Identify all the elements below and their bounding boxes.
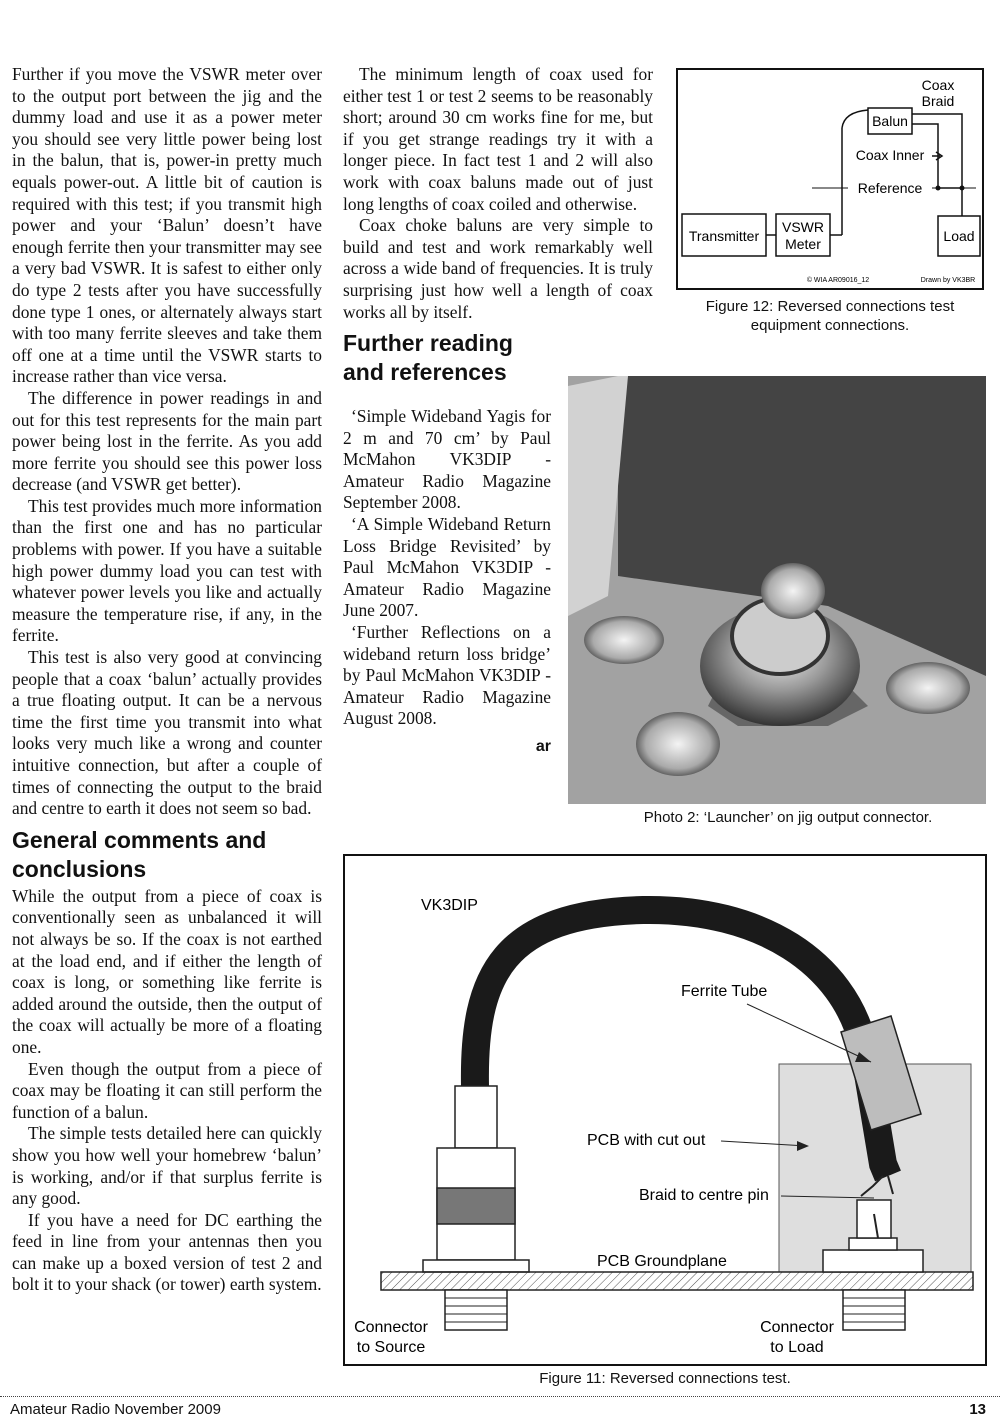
load-connector-label: Connector bbox=[760, 1319, 834, 1336]
paragraph: While the output from a piece of coax is conventionally seen as unbalanced it will not always be so. If the coax is not earthed at the load end, and if either the length of coax is long, or something like ferrite is added around the outside, then the output of the coax will actually be more of a floating one. bbox=[12, 885, 322, 1057]
reference-item: ‘A Simple Wideband Return Loss Bridge Revisited’ by Paul McMahon VK3DIP - Amateur Radio Magazine June 2007. bbox=[343, 513, 551, 621]
publication-footer: Amateur Radio November 2009 bbox=[10, 1401, 221, 1418]
balun-label: Balun bbox=[872, 113, 908, 129]
column-middle bbox=[343, 64, 653, 389]
section-heading: General comments and conclusions bbox=[12, 826, 267, 882]
figure-11-diagram bbox=[343, 854, 987, 1366]
transmitter-label: Transmitter bbox=[688, 228, 760, 244]
photo-2-caption: Photo 2: ‘Launcher’ on jig output connector. bbox=[643, 809, 933, 826]
ferrite-label: Ferrite Tube bbox=[681, 983, 768, 1000]
photo-2-image bbox=[568, 376, 986, 804]
load-connector-label: to Load bbox=[770, 1339, 824, 1356]
paragraph: The difference in power readings in and out for this test represents for the main part power being lost in the ferrite. As you add more ferrite you should see this power loss decrease (and VSWR get better). bbox=[12, 387, 322, 495]
author-label: VK3DIP bbox=[421, 897, 478, 914]
paragraph: Further if you move the VSWR meter over to the output port between the jig and the dummy load and use it as a power meter you should see very little power being lost in the balun, that is, power-in pretty much equals power-out. A little bit of caution is required with this test; if you transmit high power and your ‘Balun’ doesn’t have enough ferrite then your transmitter may see a very bad VSWR. It is safest to either only do type 2 tests after you have successfully done type 1 ones, or alternately always start with too many ferrite sleeves and take them off one at a time until the VSWR starts to increase rather than vice versa. bbox=[12, 64, 322, 387]
paragraph: Coax choke baluns are very simple to build and test and work remarkably well across a wide band of frequencies. It is truly surprising just how well a length of coax works all by itself. bbox=[343, 215, 653, 322]
paragraph: This test is also very good at convincing people that a coax ‘balun’ actually provides a true floating output. It can be a nervous time the first time you transmit into what looks very much like a wrong and counter intuitive connection, but after a couple of times of connecting the output to the braid and centre to earth it does not seem so bad. bbox=[12, 647, 322, 819]
footer-divider bbox=[0, 1396, 1000, 1397]
figure-credit: © WIA AR09016_12 bbox=[806, 277, 870, 284]
reference-item: ‘Further Reflections on a wideband return loss bridge’ by Paul McMahon VK3DIP - Amateur Radio Magazine August 2008. bbox=[343, 621, 551, 729]
signoff: ar bbox=[535, 737, 551, 755]
paragraph: This test provides much more information than the first one and has no particular problems with power. If you have a suitable high power dummy load you can test with whatever power levels you like and actually measure the temperature rise, if any, in the ferrite. bbox=[12, 495, 322, 646]
source-connector-label: to Source bbox=[356, 1339, 426, 1356]
figure-11-caption: Figure 11: Reversed connections test. bbox=[539, 1370, 791, 1387]
pcb-cutout-label: PCB with cut out bbox=[587, 1132, 706, 1149]
coax-inner-label: Coax Inner bbox=[855, 147, 925, 163]
paragraph: The minimum length of coax used for either test 1 or test 2 seems to be reasonably short; around 30 cm works fine for me, but if you get strange readings try it with a longer piece. In fact test 1 and 2 will also work with coax baluns made out of just long lengths of coax coiled and otherwise. bbox=[343, 64, 653, 214]
figure-12-diagram bbox=[676, 68, 984, 290]
paragraph: The simple tests detailed here can quickly show you how well your homebrew ‘balun’ is working, and/or if that surplus ferrite is any good. bbox=[12, 1123, 322, 1209]
meter-label: Meter bbox=[785, 236, 821, 252]
section-heading: Further reading and references bbox=[343, 330, 513, 386]
vswr-label: VSWR bbox=[782, 219, 824, 235]
reference-label: Reference bbox=[857, 180, 923, 196]
pcb-groundplane bbox=[381, 1272, 973, 1290]
coax-braid-label: Braid bbox=[921, 93, 955, 109]
figure-credit: Drawn by VK3BR bbox=[920, 277, 976, 284]
source-connector-label: Connector bbox=[354, 1319, 428, 1336]
page-number: 13 bbox=[969, 1401, 986, 1418]
paragraph: Even though the output from a piece of coax may be floating it can still perform the function of a balun. bbox=[12, 1058, 322, 1122]
paragraph: If you have a need for DC earthing the feed in line from your antennas then you can make up a boxed version of test 2 and bolt it to your shack (or tower) earth system. bbox=[12, 1209, 322, 1295]
groundplane-label: PCB Groundplane bbox=[597, 1253, 727, 1270]
column-left bbox=[12, 64, 322, 1296]
references-list bbox=[343, 406, 551, 758]
figure-12-caption: Figure 12: Reversed connections test equipment connections. bbox=[705, 298, 955, 334]
reference-item: ‘Simple Wideband Yagis for 2 m and 70 cm’ by Paul McMahon VK3DIP - Amateur Radio Magazine September 2008. bbox=[343, 406, 551, 513]
coax-braid-label: Coax bbox=[921, 77, 955, 93]
braid-to-pin-label: Braid to centre pin bbox=[639, 1187, 769, 1204]
load-connector bbox=[823, 1250, 923, 1272]
load-label: Load bbox=[943, 228, 975, 244]
